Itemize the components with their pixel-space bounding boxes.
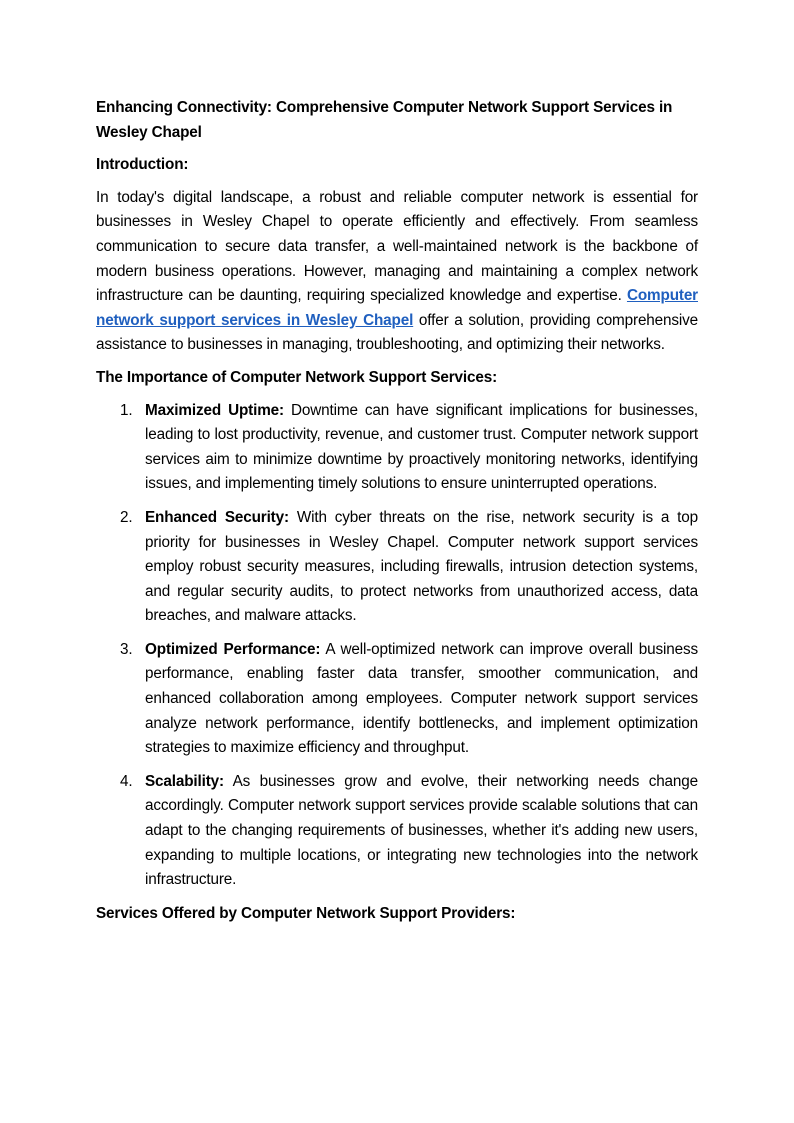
list-item-enhanced-security [96,506,698,629]
intro-text-before-link: In today's digital landscape, a robust and reliable computer network is essential for businesses in Wesley Chapel to operate efficiently and effectively. From seamless communication to secure data transfer, a well-maintained network is the backbone of modern business operations. However, managing and maintaining a complex network infrastructure can be daunting, requiring specialized knowledge and expertise. [96,188,698,305]
document-page [96,96,698,934]
list-item-optimized-performance [96,638,698,761]
list-item-scalability [96,770,698,893]
list-item-number: 1. [120,401,133,419]
list-item-text: As businesses grow and evolve, their networking needs change accordingly. Computer network support services provide scalable solutions that can adapt to the changing requirements of businesses, whether it's adding new users, expanding to multiple locations, or integrating new technologies into the network infrastructure. [145,772,698,889]
network-support-services-link[interactable]: Computer network support services in Wesley Chapel [96,287,698,329]
list-item-number: 4. [120,772,133,790]
importance-heading: The Importance of Computer Network Support Services: [96,368,498,386]
introduction-paragraph [96,186,698,358]
list-item-term: Maximized Uptime: [145,401,284,419]
introduction-heading: Introduction: [96,156,189,174]
list-item-term: Optimized Performance: [145,640,321,658]
document-title: Enhancing Connectivity: Comprehensive Computer Network Support Services in Wesley Chapel [96,99,673,141]
importance-list [96,399,698,893]
list-item-text: With cyber threats on the rise, network security is a top priority for businesses in Wesley Chapel. Computer network support services employ robust security measures, including firewalls, intrusion detection systems, and regular security audits, to protect networks from unauthorized access, data breaches, and malware attacks. [145,508,698,625]
list-item-number: 2. [120,508,133,526]
services-heading: Services Offered by Computer Network Support Providers: [96,904,516,922]
list-item-text: Downtime can have significant implications for businesses, leading to lost productivity, revenue, and customer trust. Computer network support services aim to minimize downtime by proactively monitoring networks, identifying issues, and implementing timely solutions to ensure uninterrupted operations. [145,401,699,493]
intro-text-after-link: offer a solution, providing comprehensive assistance to businesses in managing, troubleshooting, and optimizing their networks. [96,311,698,354]
list-item-maximized-uptime [96,399,698,497]
list-item-number: 3. [120,640,133,658]
list-item-term: Enhanced Security: [145,508,289,526]
list-item-text: A well-optimized network can improve overall business performance, enabling faster data transfer, smoother communication, and enhanced collaboration among employees. Computer network support services analyze network performance, identify bottlenecks, and implement optimization strategies to maximize efficiency and throughput. [145,640,698,757]
list-item-term: Scalability: [145,772,224,790]
